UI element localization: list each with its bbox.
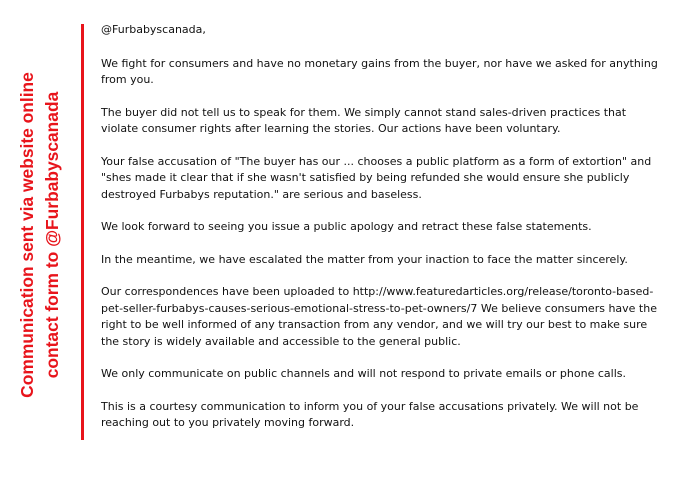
letter-paragraph-5: In the meantime, we have escalated the matter from your inaction to face the matter sincerely. — [101, 252, 628, 266]
letter-paragraph-1: We fight for consumers and have no monetary gains from the buyer, nor have we asked for anything from you. — [101, 56, 658, 86]
letter-body — [101, 22, 661, 448]
letter-paragraph-7: We only communicate on public channels and will not respond to private emails or phone calls. — [101, 367, 626, 380]
vertical-divider — [81, 24, 84, 440]
letter-paragraph-6: Our correspondences have been uploaded to http://www.featuredarticles.org/release/toronto-based-pet-seller-furbabys-causes-serious-emotional-stress-to-pet-owners/7 We believe consumers have the right to be well informed of any transaction from any vendor, and we will try our best to make sure the story is widely available and accessible to the general public. — [101, 285, 657, 348]
sidebar-caption — [5, 25, 75, 445]
letter-paragraph-2: The buyer did not tell us to speak for them. We simply cannot stand sales-driven practices that violate consumer rights after learning the stories. Our actions have been voluntary. — [101, 105, 627, 135]
letter-greeting: @Furbabyscanada, — [101, 23, 206, 36]
sidebar-caption-text — [15, 35, 65, 435]
letter-paragraph-3: Your false accusation of "The buyer has our ... chooses a public platform as a form of extortion" and "shes made it clear that if she wasn't satisfied by being refunded she would ensure she publicly destroyed Furbabys reputation." are serious and baseless. — [101, 154, 652, 201]
sidebar-caption-line-2: contact form to @Furbabyscanada — [42, 91, 62, 379]
letter-paragraph-8: This is a courtesy communication to inform you of your false accusations privately. We will not be reaching out to you privately moving forward. — [101, 399, 639, 429]
letter-paragraph-4: We look forward to seeing you issue a public apology and retract these false statements. — [101, 220, 592, 233]
sidebar-caption-line-1: Communication sent via website online — [17, 72, 37, 398]
